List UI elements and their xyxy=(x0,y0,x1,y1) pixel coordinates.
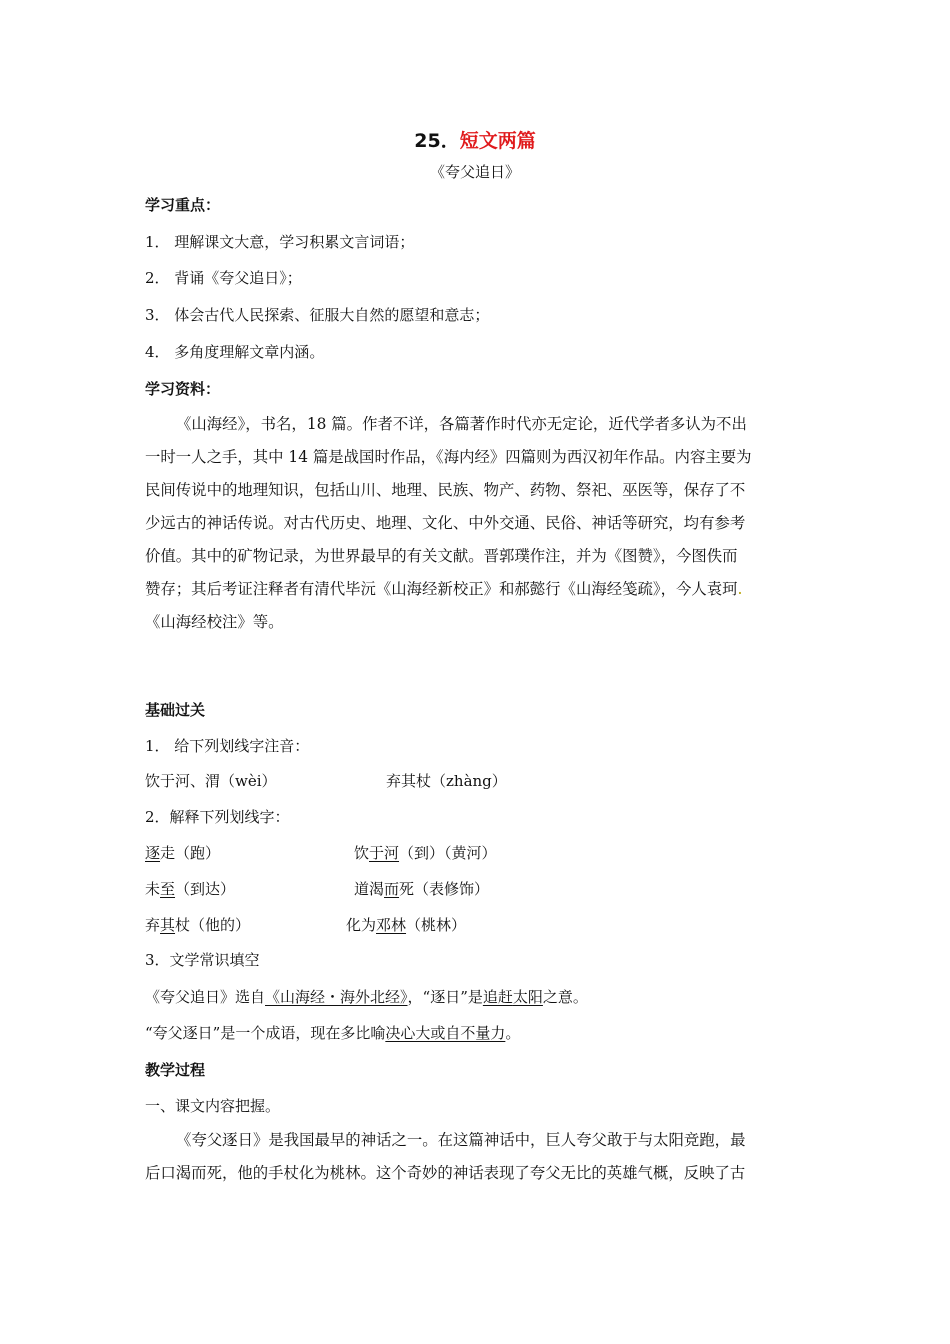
material-paragraph xyxy=(145,408,807,639)
q3-l2-post: 。 xyxy=(505,1024,521,1042)
yellow-dot-mark: . xyxy=(737,580,743,598)
underlined-answer: 《山海经・海外北经》 xyxy=(265,988,408,1006)
material-line-3b: 、祭祀、巫医等，保存了不 xyxy=(560,481,746,499)
teaching-line-1: 《夸父逐日》是我国最早的神话之一。在这篇神话中，巨人夸父敢于与太阳竞跑，最 xyxy=(176,1131,746,1149)
basics-heading: 基础过关 xyxy=(145,701,206,719)
material-heading: 学习资料： xyxy=(145,380,221,398)
underlined-char: 逐 xyxy=(145,844,161,862)
underlined-answer: 追赶 xyxy=(482,988,513,1006)
teaching-heading: 教学过程 xyxy=(145,1061,206,1079)
material-line-1: 《山海经》，书名，18 篇。作者不详，各篇著作时代亦无定论，近代学者多认为不出 xyxy=(176,415,747,433)
q3-l1-post: 之意。 xyxy=(542,988,588,1006)
title-number: 25． xyxy=(414,130,460,152)
underlined-char: 邓林 xyxy=(376,916,407,934)
q2-row2-a-rest: （到达） xyxy=(175,880,236,898)
q2-row3-b-rest: （桃林） xyxy=(406,916,467,934)
q2-row3-a-rest: 杖（他的） xyxy=(175,916,251,934)
underlined-answer: 决心大或自不量力 xyxy=(385,1024,506,1042)
underlined-char: 其 xyxy=(160,916,176,934)
teaching-section-1: 一、课文内容把握。 xyxy=(145,1097,281,1115)
q3-l2-pre: “夸父逐日”是一个成语，现在多比喻 xyxy=(145,1024,386,1042)
q3-l1-mid: ，“逐日”是 xyxy=(407,988,483,1006)
q2-row2-a-pre: 未 xyxy=(145,880,161,898)
material-line-3a: 民间传说中的地理知识，包括山川、地理、民族、物产、药物 xyxy=(145,481,561,499)
material-line-3 xyxy=(145,474,807,507)
underlined-char: 于河 xyxy=(369,844,400,862)
q1-label: 1． 给下列划线字注音： xyxy=(145,737,310,755)
material-line-5: 价值。其中的矿物记录，为世界最早的有关文献。晋郭璞作注，并为《图赞》，今图佚而 xyxy=(145,547,738,565)
underlined-answer: 太阳 xyxy=(512,988,543,1006)
focus-item-4: 4． 多角度理解文章内涵。 xyxy=(145,343,325,361)
q2-row2-a xyxy=(145,879,235,899)
title-text: 短文两篇 xyxy=(459,130,536,152)
teaching-line-2: 后口渴而死，他的手杖化为桃林。这个奇妙的神话表现了夸父无比的英雄气概，反映了古 xyxy=(145,1164,746,1182)
material-line-6a: 赞存；其后考证注释者有清代毕沅《山海经新校正》和郝懿行《山海经笺疏》，今人袁珂 xyxy=(145,580,738,598)
q2-row1-a-rest: 走（跑） xyxy=(160,844,221,862)
underlined-char: 至 xyxy=(160,880,176,898)
q3-label: 3．文学常识填空 xyxy=(145,951,260,969)
focus-item-1: 1． 理解课文大意，学习积累文言词语； xyxy=(145,233,415,251)
q2-row1-b-rest: （到）（黄河） xyxy=(399,844,497,862)
material-line-2: 一时一人之手，其中 14 篇是战国时作品，《海内经》四篇则为西汉初年作品。内容主要为 xyxy=(145,448,752,466)
q2-row2-b-rest: 死（表修饰） xyxy=(399,880,490,898)
q2-row3-a xyxy=(145,915,250,935)
q2-row2-b xyxy=(354,879,489,899)
q3-line-2 xyxy=(145,1023,520,1043)
q2-label: 2．解释下列划线字： xyxy=(145,808,290,826)
page-subtitle: 《夸父追日》 xyxy=(429,163,520,181)
page-title xyxy=(0,126,950,153)
q1-item-a: 饮于河、渭（wèi） xyxy=(145,772,277,790)
q2-row3-b-pre: 化为 xyxy=(346,916,377,934)
q3-l1-pre: 《夸父追日》选自 xyxy=(145,988,266,1006)
q2-row3-a-pre: 弃 xyxy=(145,916,161,934)
q2-row1-b xyxy=(354,843,497,863)
q2-row2-b-pre: 道渴 xyxy=(354,880,385,898)
focus-heading: 学习重点： xyxy=(145,196,221,214)
q1-item-b: 弃其杖（zhàng） xyxy=(386,772,507,790)
material-line-7: 《山海经校注》等。 xyxy=(145,613,284,631)
q2-row3-b xyxy=(346,915,466,935)
material-line-4: 少远古的神话传说。对古代历史、地理、文化、中外交通、民俗、神话等研究，均有参考 xyxy=(145,514,746,532)
q3-line-1 xyxy=(145,987,588,1007)
underlined-char: 而 xyxy=(384,880,400,898)
focus-item-2: 2． 背诵《夸父追日》； xyxy=(145,269,302,287)
teaching-paragraph xyxy=(145,1124,807,1190)
q2-row1-b-pre: 饮 xyxy=(354,844,370,862)
q2-row1-a xyxy=(145,843,220,863)
material-line-6 xyxy=(145,573,807,606)
focus-item-3: 3． 体会古代人民探索、征服大自然的愿望和意志； xyxy=(145,306,490,324)
